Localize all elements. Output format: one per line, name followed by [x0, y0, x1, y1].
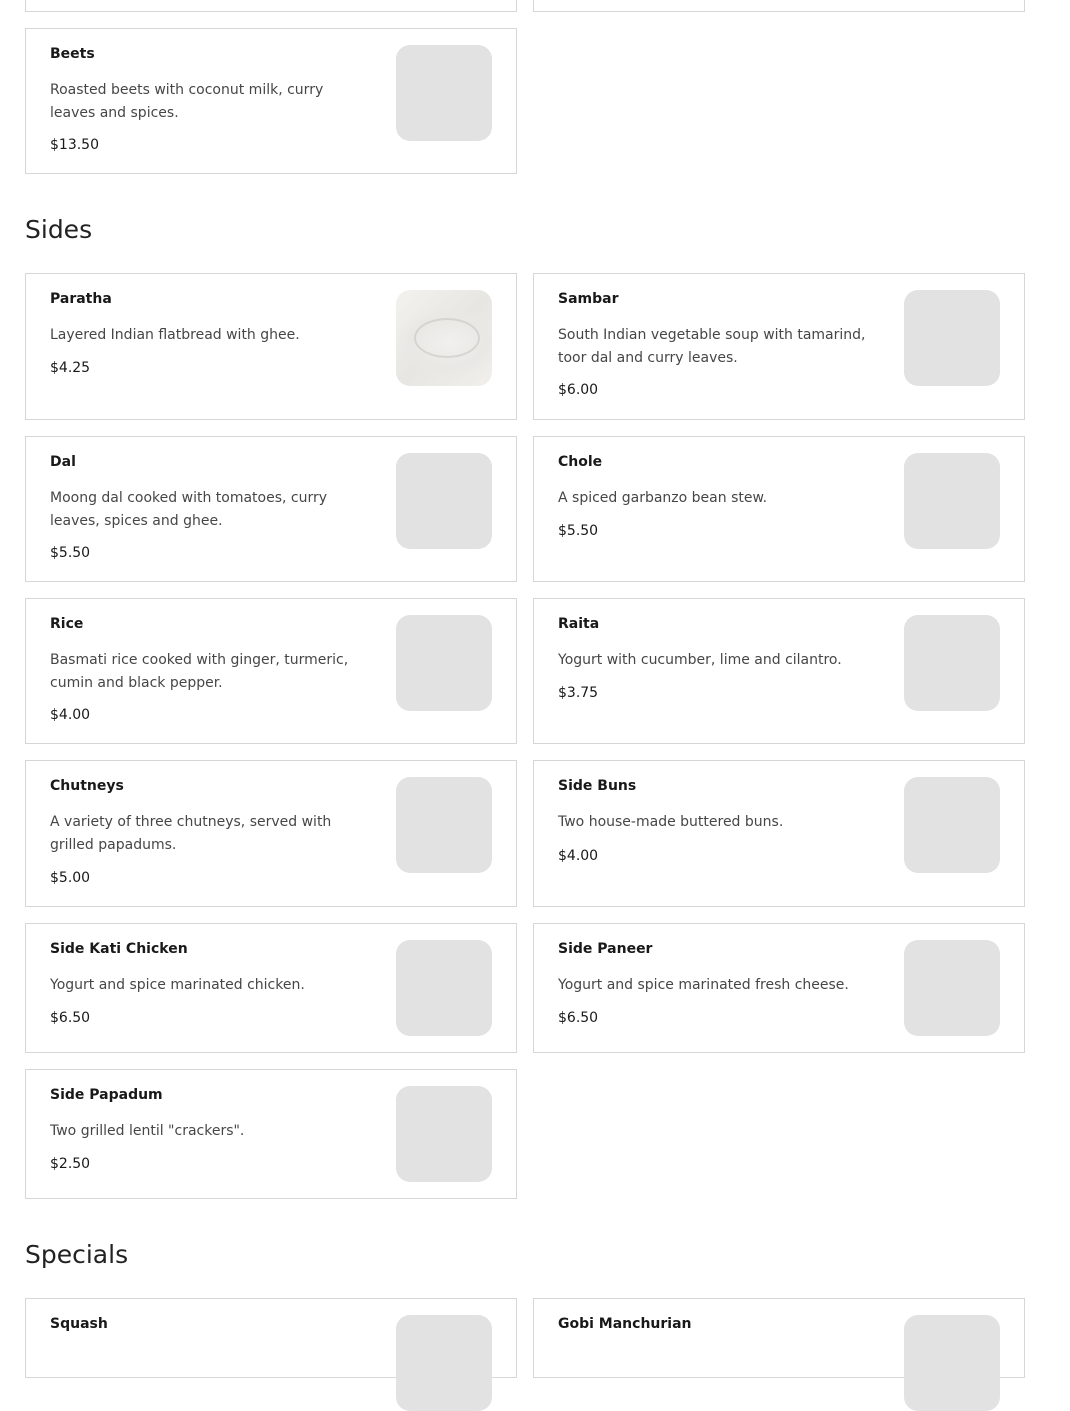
section-title-sides: Sides [25, 215, 93, 244]
item-description: Layered Indian flatbread with ghee. [50, 327, 300, 343]
item-price: $6.50 [50, 1010, 91, 1026]
item-description: South Indian vegetable soup with tamarind, toor dal and curry leaves. [558, 327, 866, 366]
item-description: Yogurt and spice marinated chicken. [50, 977, 305, 993]
item-price: $4.00 [558, 848, 599, 864]
item-image [396, 453, 492, 549]
item-description: Roasted beets with coconut milk, curry leaves and spices. [50, 82, 324, 121]
menu-item-sambar[interactable] [533, 273, 1025, 420]
item-price: $5.50 [558, 523, 599, 539]
menu-item-raita[interactable] [533, 598, 1025, 744]
item-image [396, 940, 492, 1036]
menu-item-rice[interactable] [25, 598, 517, 744]
item-price: $6.50 [558, 1010, 599, 1026]
item-description: Yogurt with cucumber, lime and cilantro. [558, 652, 842, 668]
item-price: $6.00 [558, 382, 599, 398]
item-image [396, 777, 492, 873]
item-name: Chutneys [50, 778, 124, 794]
item-image [396, 1315, 492, 1411]
item-image [904, 290, 1000, 386]
item-price: $2.50 [50, 1156, 91, 1172]
menu-item-side-paneer[interactable] [533, 923, 1025, 1053]
item-name: Side Paneer [558, 941, 653, 957]
item-name: Side Kati Chicken [50, 941, 188, 957]
item-name: Beets [50, 46, 95, 62]
menu-item-side-papadum[interactable] [25, 1069, 517, 1199]
item-image [396, 45, 492, 141]
menu-item-chole[interactable] [533, 436, 1025, 582]
item-image [904, 777, 1000, 873]
item-description: A spiced garbanzo bean stew. [558, 490, 768, 506]
menu-item-gobi-manchurian[interactable] [533, 1298, 1025, 1378]
item-description: Yogurt and spice marinated fresh cheese. [558, 977, 849, 993]
item-name: Sambar [558, 291, 619, 307]
item-image [396, 615, 492, 711]
item-description: A variety of three chutneys, served with grilled papadums. [50, 814, 332, 853]
item-name: Paratha [50, 291, 112, 307]
item-name: Squash [50, 1316, 108, 1332]
item-price: $3.75 [558, 685, 599, 701]
item-price: $5.00 [50, 870, 91, 886]
item-description: Two house-made buttered buns. [558, 814, 784, 830]
item-price: $5.50 [50, 545, 91, 561]
menu-item-paratha[interactable] [25, 273, 517, 420]
item-name: Gobi Manchurian [558, 1316, 692, 1332]
item-description: Moong dal cooked with tomatoes, curry leaves, spices and ghee. [50, 490, 328, 529]
item-name: Raita [558, 616, 600, 632]
item-price: $13.50 [50, 137, 99, 153]
menu-item-side-kati-chicken[interactable] [25, 923, 517, 1053]
menu-item-chutneys[interactable] [25, 760, 517, 907]
section-title-specials: Specials [25, 1240, 129, 1269]
item-description: Basmati rice cooked with ginger, turmeric, cumin and black pepper. [50, 652, 349, 691]
item-description: Two grilled lentil "crackers". [50, 1123, 245, 1139]
menu-item-side-buns[interactable] [533, 760, 1025, 907]
menu-item-beets[interactable] [25, 28, 517, 174]
item-image [396, 290, 492, 386]
item-image [396, 1086, 492, 1182]
item-image [904, 453, 1000, 549]
item-image [904, 940, 1000, 1036]
item-name: Chole [558, 454, 603, 470]
item-name: Rice [50, 616, 84, 632]
item-name: Side Buns [558, 778, 637, 794]
menu-item-dal[interactable] [25, 436, 517, 582]
menu-item-card[interactable] [25, 0, 517, 12]
item-name: Side Papadum [50, 1087, 163, 1103]
item-image [904, 615, 1000, 711]
item-price: $4.25 [50, 360, 91, 376]
item-price: $4.00 [50, 707, 91, 723]
menu-item-card[interactable] [533, 0, 1025, 12]
menu-item-squash[interactable] [25, 1298, 517, 1378]
item-name: Dal [50, 454, 76, 470]
item-image [904, 1315, 1000, 1411]
